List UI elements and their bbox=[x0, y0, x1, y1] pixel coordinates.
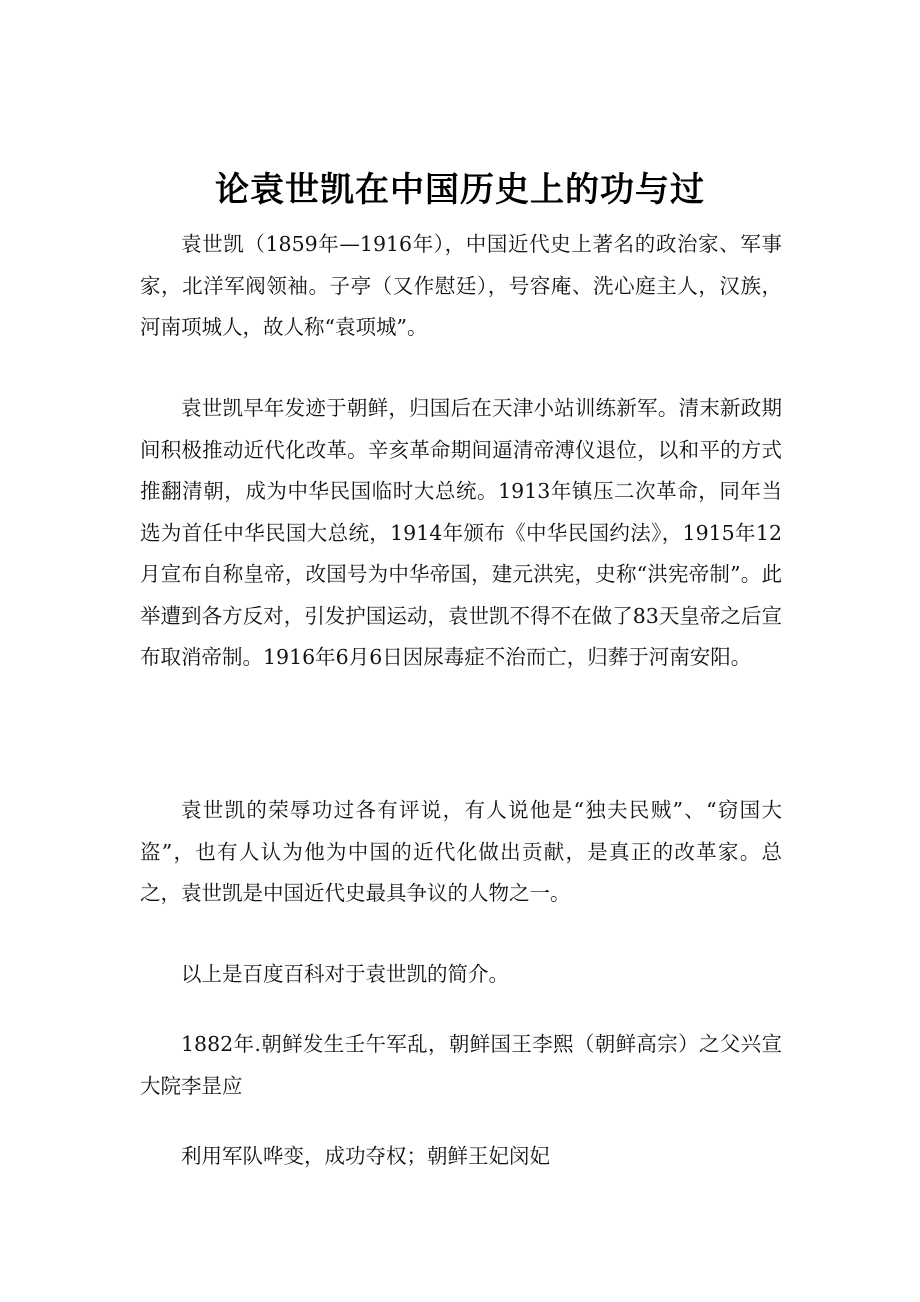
paragraph-intro: 袁世凯（1859年—1916年），中国近代史上著名的政治家、军事家，北洋军阀领袖。子亭（又作慰廷），号容庵、洗心庭主人，汉族，河南项城人，故人称“袁项城”。 bbox=[140, 232, 782, 339]
document-title: 论袁世凯在中国历史上的功与过 bbox=[215, 169, 705, 210]
paragraph-biography: 袁世凯早年发迹于朝鲜，归国后在天津小站训练新军。清末新政期间积极推动近代化改革。辛亥革命期间逼清帝溥仪退位，以和平的方式推翻清朝，成为中华民国临时大总统。1913年镇压二次革命，同年当选为首任中华民国大总统，1914年颁布《中华民国约法》，1915年12月宣布自称皇帝，改国号为中华帝国，建元洪宪，史称“洪宪帝制”。此举遭到各方反对，引发护国运动，袁世凯不得不在做了83天皇帝之后宣布取消帝制。1916年6月6日因尿毒症不治而亡，归葬于河南安阳。 bbox=[140, 396, 782, 669]
paragraph-source-note: 以上是百度百科对于袁世凯的简介。 bbox=[181, 962, 509, 986]
paragraph-1882-event: 1882年.朝鲜发生壬午军乱，朝鲜国王李熙（朝鲜高宗）之父兴宣大院李昰应 bbox=[140, 1032, 782, 1098]
paragraph-coup: 利用军队哗变，成功夺权；朝鲜王妃闵妃 bbox=[181, 1144, 550, 1168]
paragraph-evaluation: 袁世凯的荣辱功过各有评说，有人说他是“独夫民贼”、“窃国大盗”，也有人认为他为中国的近代化做出贡献，是真正的改革家。总之，袁世凯是中国近代史最具争议的人物之一。 bbox=[140, 798, 782, 905]
